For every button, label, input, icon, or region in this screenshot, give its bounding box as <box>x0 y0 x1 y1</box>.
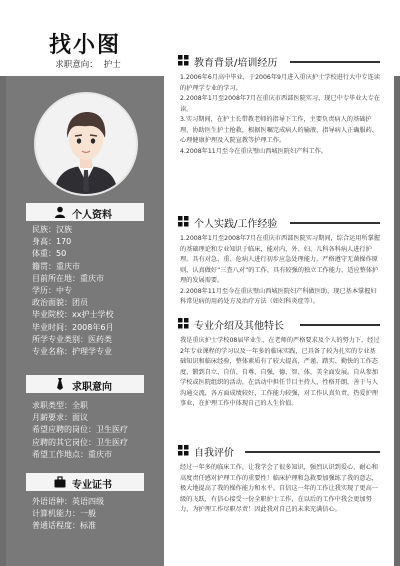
cert-list <box>32 496 104 533</box>
intent-item: 希望工作地点：重庆市 <box>32 449 112 459</box>
self-evaluation-line: 经过一年多的临床工作，让我学会了很多知识，强烈认识到爱心、耐心和高度责任感对护理工作的重要性！临床护理和急救要加强练了我的意志，极大地提高了我的操作能力和水平。自信这一年的工作让我实现了更高一级的飞跃，有信心接受一份全职护士工作，在以后的工作中我会更加努力，为护理工作尽职尽责！因此我对自己的未来充满信心。 <box>180 464 378 513</box>
experience-line: 2.2008年11月至今在重庆璧山西城医院妇产科做医助，现已基本掌握妇科常见病的用药处方及治疗方法（如妇科炎症等）。 <box>180 287 377 305</box>
education-section-title: 教育背景/培训经历 <box>194 58 278 69</box>
profile-item: 目前所在地：重庆市 <box>32 273 104 283</box>
cert-item: 外语语种：英语四级 <box>32 497 104 506</box>
cert-section-header <box>26 473 144 491</box>
cert-item: 计算机能力：一般 <box>32 509 96 519</box>
experience-section-header <box>172 214 390 230</box>
profile-item: 体重：50 <box>32 249 67 259</box>
education-line: 1.2006年6月高中毕业，于2006年9月进入重庆护士学校进行大中专连读的护理学专业的学习。 <box>180 74 380 92</box>
profile-item: 学历：中专 <box>32 286 72 296</box>
grid-icon <box>178 445 189 456</box>
intent-item: 求职类型：全职 <box>32 401 88 410</box>
experience-section <box>172 214 390 308</box>
intent-item: 希望应聘的岗位：卫生医疗 <box>32 425 128 435</box>
cert-section-title: 专业证书 <box>72 480 112 491</box>
profile-item: 籍贯：重庆市 <box>32 261 80 271</box>
profile-item: 身高：170 <box>32 237 72 247</box>
grid-icon <box>178 318 189 329</box>
experience-section-body <box>172 234 390 308</box>
briefcase-icon <box>54 476 66 488</box>
intent-item: 应聘的其它岗位：卫生医疗 <box>32 437 128 447</box>
job-intent-value: 护士 <box>103 60 121 70</box>
cert-item: 普通话程度：标准 <box>32 521 96 531</box>
profile-item: 毕业院校：xx护士学校 <box>32 310 114 320</box>
specialty-section-title: 专业介绍及其他特长 <box>194 321 284 332</box>
self-evaluation-section-body <box>172 463 390 516</box>
intent-section-title: 求职意向 <box>72 382 112 393</box>
intent-section-header <box>26 375 144 393</box>
grid-icon <box>178 216 189 227</box>
specialty-line: 我是重庆护士学校08届毕业生，在老师的严格要求及个人的努力下，经过2年专业课程的学习以及一年多的临床实践，已具备了较为扎实的专业基础知识和临床经验，整体素质有了较大提高，严谨、踏实、勤快的工作态度，锻到自立、自信、自尊、自强，德、智、体、美全面发展。自从参加学校或医院组织的活动，在活动中担任节目主持人，性格开朗，善于与人沟通交流，各方面成绩较好，工作能力较强，对工作认真负责，热爱护理事业，在护理工作中体现自己的人生价值。 <box>180 337 380 407</box>
specialty-section-body <box>172 336 390 410</box>
self-evaluation-section-header <box>172 443 390 459</box>
profile-item: 毕业时间：2008年6月 <box>32 322 114 332</box>
profile-item: 所学专业类别：医药类 <box>32 334 112 344</box>
person-icon <box>54 206 66 218</box>
intent-list <box>32 400 128 461</box>
experience-section-title: 个人实践/工作经验 <box>194 219 278 230</box>
profile-list <box>32 224 113 358</box>
education-line: 3.实习期间，在护士长带教老师的指导下工作，主要负责病人的基础护理，协助医生护士抢救，根据医嘱完成病人的输液、指导病人正确服药、心理健康护理及入院宣教等护理工作。 <box>180 116 378 144</box>
profile-section-title: 个人资料 <box>72 210 112 221</box>
right-edge-bar <box>394 0 400 566</box>
education-section <box>172 53 390 157</box>
section-divider <box>290 222 380 224</box>
profile-section-header <box>26 203 144 221</box>
self-evaluation-section <box>172 443 390 516</box>
profile-item: 民族：汉族 <box>32 225 72 234</box>
specialty-section-header <box>172 316 390 332</box>
specialty-section <box>172 316 390 410</box>
job-intent-line <box>0 58 170 70</box>
tie-icon <box>54 378 66 390</box>
section-divider <box>245 451 380 453</box>
candidate-name: 找小图 <box>48 33 121 58</box>
experience-line: 1.2008年1月至2008年7月在重庆市西部医院实习期间，综合运用所掌握的基础理论和专业知识于临床，能对内、外、妇、儿科各科病人进行护理。具有对急、重、危病人进行初步应急处理能力。严格遵守无菌操作原则，认真做好“三查八对”的工作，具有较强的独立工作能力，适应整体护理的发展需要。 <box>180 235 380 284</box>
section-divider <box>290 61 380 63</box>
avatar <box>34 92 138 196</box>
education-section-header <box>172 53 390 69</box>
education-line: 4.2008年11月至今在重庆璧山西城医院妇产科工作。 <box>180 147 328 155</box>
education-section-body <box>172 73 390 157</box>
section-divider <box>300 324 380 326</box>
avatar-illustration <box>36 94 136 194</box>
profile-item: 政治面貌：团员 <box>32 298 88 308</box>
education-line: 2.2008年1月至2008年7月在重庆市西部医院实习，现已中专毕业大专在读。 <box>180 95 380 113</box>
sidebar <box>6 76 164 566</box>
self-evaluation-section-title: 自我评价 <box>194 448 234 459</box>
job-intent-label: 求职意向： <box>55 60 98 70</box>
grid-icon <box>178 55 189 66</box>
intent-item: 月薪要求：面议 <box>32 413 88 423</box>
profile-item: 专业名称：护理学专业 <box>32 347 112 357</box>
